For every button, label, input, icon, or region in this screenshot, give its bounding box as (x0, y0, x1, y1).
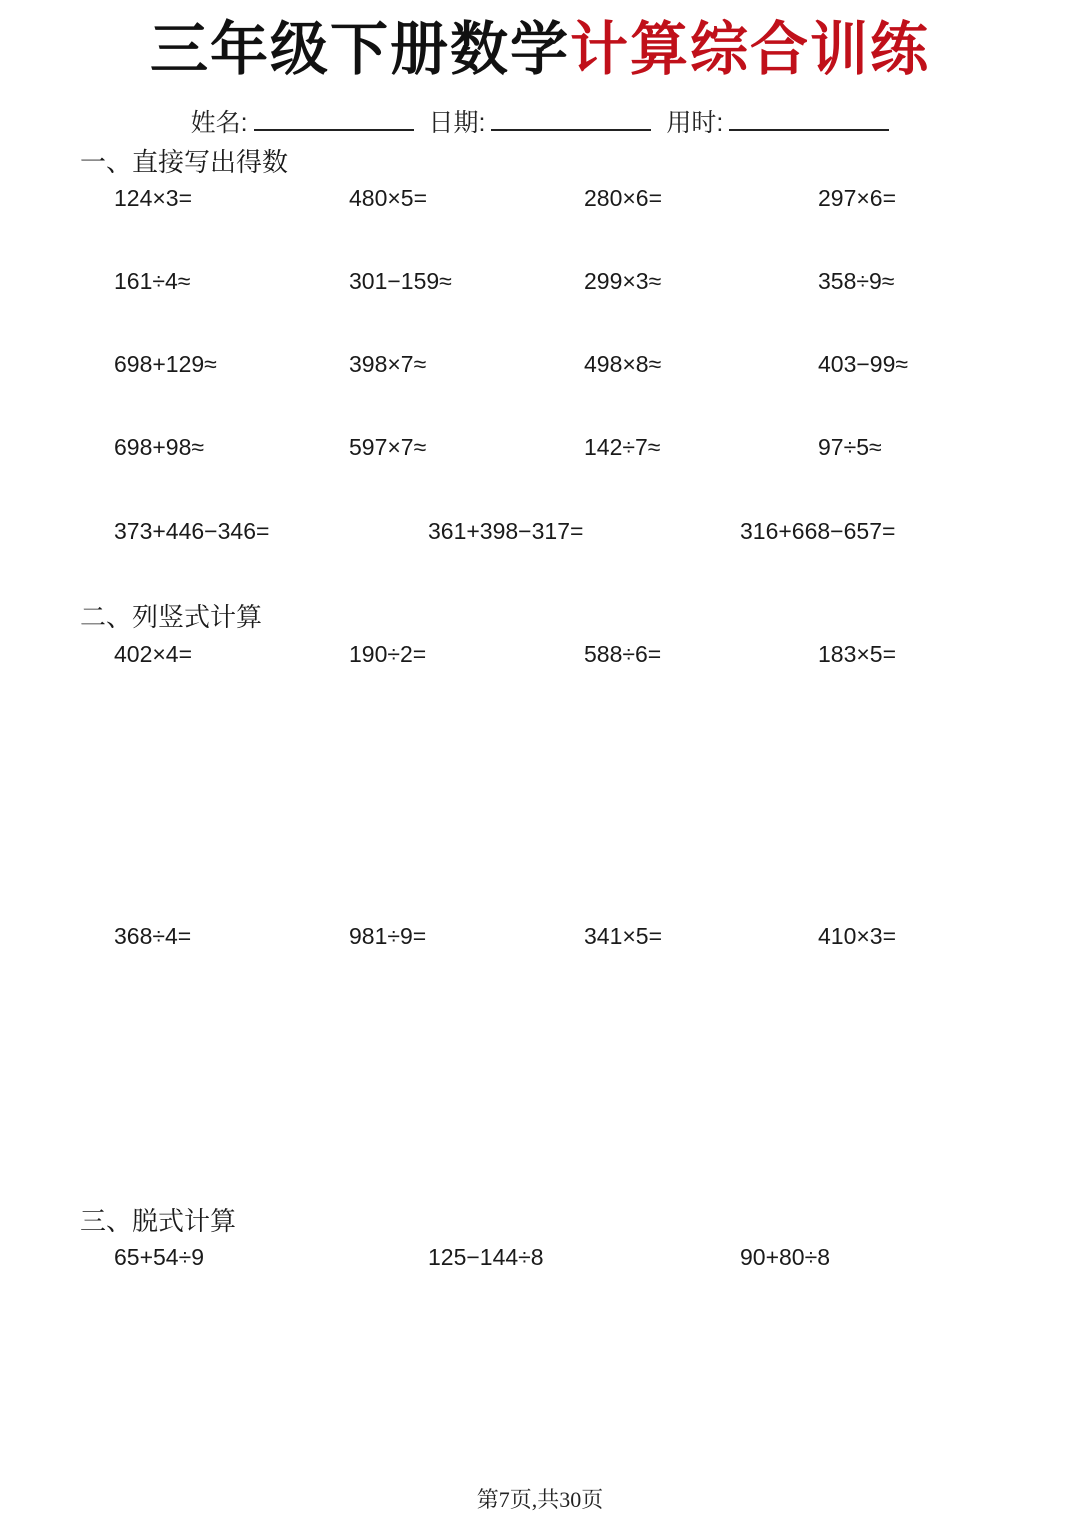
problem: 316+668−657= (740, 518, 896, 544)
problem: 361+398−317= (428, 518, 584, 544)
problem: 190÷2= (349, 641, 427, 667)
section-heading-vertical: 二、列竖式计算 (80, 603, 263, 633)
title-highlight: 计算综合训练 (570, 15, 931, 83)
page-title (0, 14, 1080, 84)
problem: 125−144÷8 (428, 1244, 544, 1270)
problem: 183×5= (818, 641, 897, 667)
problem: 498×8≈ (584, 351, 662, 377)
problem: 373+446−346= (114, 518, 270, 544)
problem: 299×3≈ (584, 268, 662, 294)
problem: 698+129≈ (114, 351, 217, 377)
date-label: 日期: (428, 109, 486, 137)
student-info-row (0, 103, 1080, 143)
title-main: 三年级下册数学 (149, 15, 570, 83)
name-blank[interactable] (254, 107, 414, 131)
problem: 403−99≈ (818, 351, 909, 377)
problem: 588÷6= (584, 641, 662, 667)
problem: 981÷9= (349, 923, 427, 949)
problem: 698+98≈ (114, 434, 205, 460)
problem: 65+54÷9 (114, 1244, 205, 1270)
name-field (191, 103, 414, 143)
name-label: 姓名: (190, 109, 248, 137)
problem: 90+80÷8 (740, 1244, 831, 1270)
problem: 97÷5≈ (818, 434, 882, 460)
page-number: 第7页,共30页 (476, 1487, 604, 1512)
problem: 280×6= (584, 185, 663, 211)
section-heading-stepwise: 三、脱式计算 (80, 1207, 237, 1237)
problem: 358÷9≈ (818, 268, 895, 294)
date-field (429, 103, 652, 143)
time-field (666, 103, 889, 143)
problem: 597×7≈ (349, 434, 427, 460)
problem: 297×6= (818, 185, 897, 211)
problem: 301−159≈ (349, 268, 452, 294)
problem: 398×7≈ (349, 351, 427, 377)
problem: 402×4= (114, 641, 193, 667)
section-heading-oral: 一、直接写出得数 (80, 148, 289, 178)
problem: 480×5= (349, 185, 428, 211)
problem: 124×3= (114, 185, 193, 211)
problem: 142÷7≈ (584, 434, 661, 460)
time-label: 用时: (666, 109, 724, 137)
problem: 341×5= (584, 923, 663, 949)
problem: 410×3= (818, 923, 897, 949)
problem: 368÷4= (114, 923, 192, 949)
time-blank[interactable] (729, 107, 889, 131)
problem: 161÷4≈ (114, 268, 191, 294)
date-blank[interactable] (491, 107, 651, 131)
